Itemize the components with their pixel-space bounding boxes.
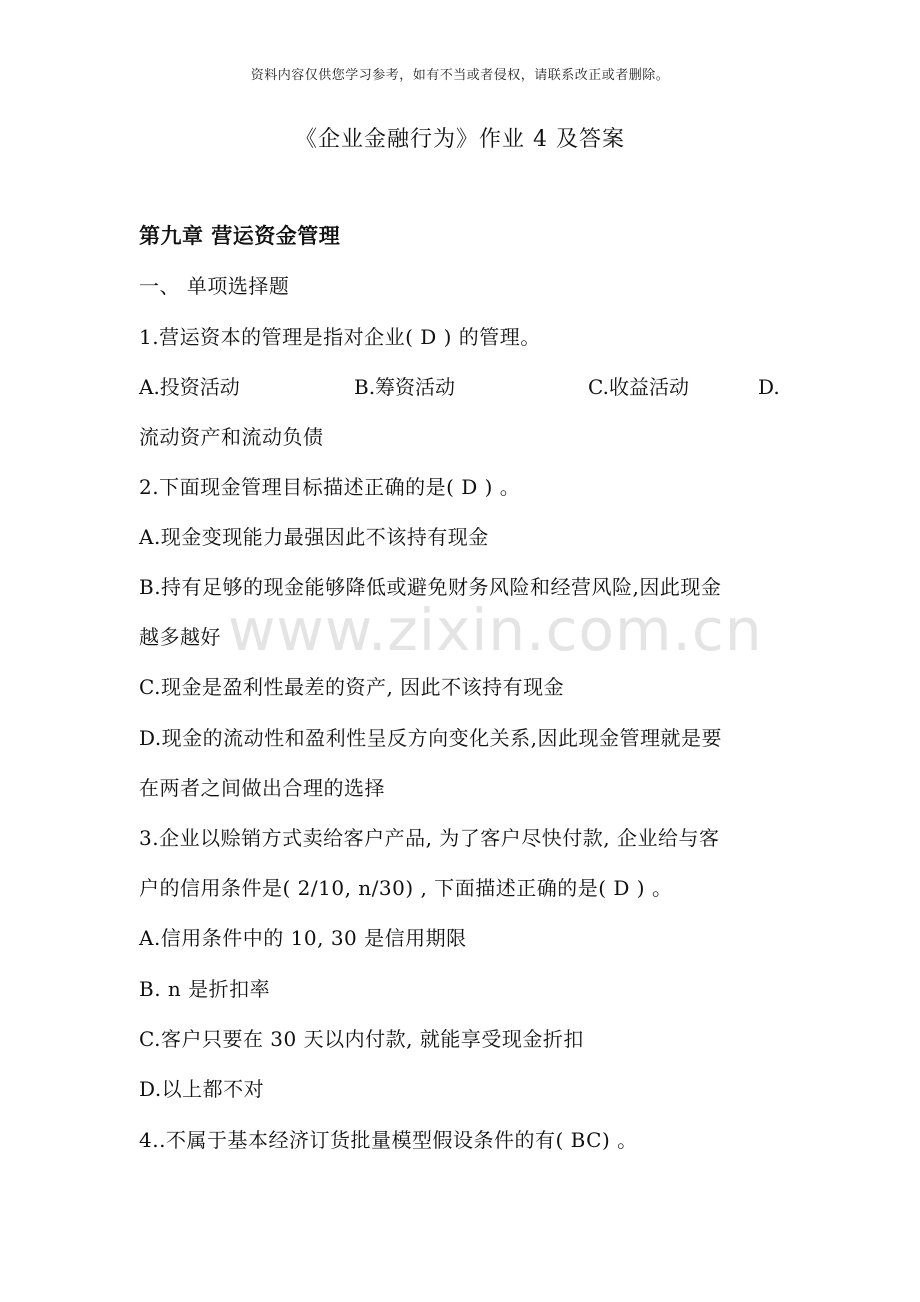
question-2-option-b-line1: B.持有足够的现金能够降低或避免财务风险和经营风险,因此现金 <box>139 575 722 599</box>
question-1-option-c: C.收益活动 <box>588 375 689 399</box>
watermark-text: www.zixin.com.cn <box>228 596 763 664</box>
question-3-option-b: B. n 是折扣率 <box>139 977 271 1001</box>
question-3-option-c: C.客户只要在 30 天以内付款, 就能享受现金折扣 <box>139 1027 584 1051</box>
question-2-option-d-line1: D.现金的流动性和盈利性呈反方向变化关系,因此现金管理就是要 <box>139 726 723 750</box>
question-1-option-d-label: D. <box>758 375 780 399</box>
question-2-option-c: C.现金是盈利性最差的资产, 因此不该持有现金 <box>139 675 565 699</box>
question-3-option-a: A.信用条件中的 10, 30 是信用期限 <box>139 926 467 950</box>
question-1-option-a: A.投资活动 <box>139 375 240 399</box>
question-4-stem: 4..不属于基本经济订货批量模型假设条件的有( BC) 。 <box>139 1128 638 1152</box>
question-1-option-b: B.筹资活动 <box>354 375 456 399</box>
question-3-stem-line1: 3.企业以赊销方式卖给客户产品, 为了客户尽快付款, 企业给与客 <box>139 826 720 850</box>
section-heading: 一、 单项选择题 <box>139 274 290 298</box>
question-1-option-d-text: 流动资产和流动负债 <box>139 425 324 449</box>
question-3-stem-line2: 户的信用条件是( 2/10, n/30) , 下面描述正确的是( D ) 。 <box>139 876 673 900</box>
question-2-option-a: A.现金变现能力最强因此不该持有现金 <box>139 525 489 549</box>
chapter-heading: 第九章 营运资金管理 <box>139 224 341 248</box>
question-2-option-d-line2: 在两者之间做出合理的选择 <box>139 776 385 800</box>
question-2-option-b-line2: 越多越好 <box>139 625 221 649</box>
question-2-stem: 2.下面现金管理目标描述正确的是( D ) 。 <box>139 475 521 499</box>
question-3-option-d: D.以上都不对 <box>139 1077 265 1101</box>
question-1-stem: 1.营运资本的管理是指对企业( D ) 的管理。 <box>139 325 541 349</box>
disclaimer-header: 资料内容仅供您学习参考，如有不当或者侵权，请联系改正或者删除。 <box>250 68 670 83</box>
document-title: 《企业金融行为》作业 4 及答案 <box>295 127 625 152</box>
